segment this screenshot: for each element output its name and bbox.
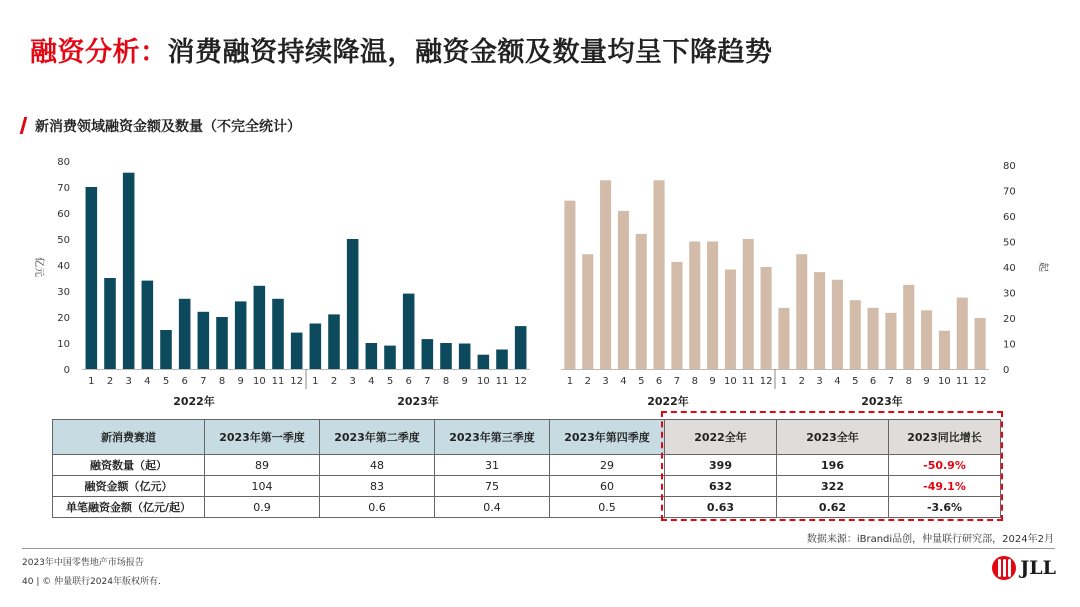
x-tick-label: 1	[88, 376, 95, 387]
bar	[347, 239, 359, 369]
table-cell: 0.62	[777, 497, 889, 518]
y-tick-label: 60	[57, 209, 70, 220]
x-tick-label: 1	[312, 376, 319, 387]
bar	[216, 317, 228, 369]
bar	[618, 211, 629, 369]
bar	[515, 326, 527, 369]
x-tick-label: 3	[125, 376, 132, 387]
x-tick-label: 3	[602, 376, 609, 387]
x-tick-label: 1	[566, 376, 574, 387]
bar	[440, 343, 452, 369]
bar	[496, 350, 508, 370]
x-tick-label: 6	[181, 376, 188, 387]
table-header: 2023年第四季度	[550, 420, 665, 455]
x-tick-label: 1	[780, 376, 788, 387]
title-highlight: 融资分析：	[30, 37, 168, 68]
x-tick-label: 10	[476, 376, 490, 387]
bar	[796, 254, 807, 369]
charts-area	[0, 145, 1080, 413]
x-tick-label: 10	[938, 376, 951, 387]
financing-amount-chart	[33, 157, 530, 408]
chart-subtitle-text: 新消费领域融资金额及数量（不完全统计）	[35, 119, 301, 135]
bar	[671, 262, 682, 369]
bar	[707, 242, 718, 370]
table-cell: 0.5	[550, 497, 665, 518]
table-cell: 89	[205, 455, 320, 476]
x-tick-label: 7	[200, 376, 207, 387]
table-header: 2023年第一季度	[205, 420, 320, 455]
x-tick-label: 6	[655, 376, 663, 387]
table-cell: 322	[777, 476, 889, 497]
x-tick-label: 4	[368, 376, 375, 387]
bar	[422, 339, 434, 369]
bar	[761, 267, 772, 369]
x-tick-label: 11	[271, 376, 285, 387]
table-header: 2023年第三季度	[435, 420, 550, 455]
table-cell: 399	[665, 455, 777, 476]
y-tick-label: 20	[57, 313, 70, 324]
x-tick-label: 4	[620, 376, 627, 387]
x-tick-label: 11	[955, 376, 969, 387]
bar	[885, 313, 896, 369]
x-tick-label: 8	[218, 376, 226, 387]
x-tick-label: 8	[442, 376, 450, 387]
y-tick-label: 30	[57, 287, 70, 298]
x-tick-label: 2	[584, 376, 591, 387]
bar	[310, 324, 322, 370]
table-cell: -49.1%	[889, 476, 1001, 497]
x-tick-label: 5	[638, 376, 645, 387]
bar	[160, 330, 172, 369]
x-tick-label: 2	[330, 376, 338, 387]
page-number: 40	[22, 577, 34, 587]
table-cell: 48	[320, 455, 435, 476]
bar	[600, 180, 611, 369]
x-tick-label: 12	[759, 376, 773, 387]
x-tick-label: 7	[424, 376, 431, 387]
bar	[123, 173, 135, 369]
bar	[198, 312, 210, 369]
x-tick-label: 2	[798, 376, 805, 387]
x-tick-label: 5	[386, 376, 394, 387]
bar	[939, 331, 950, 369]
y-tick-label: 10	[1003, 339, 1016, 351]
bar	[957, 298, 968, 369]
bar	[235, 301, 247, 369]
footer-divider	[22, 548, 1055, 549]
x-tick-label: 4	[144, 376, 151, 387]
bar	[478, 355, 490, 369]
y-tick-label: 30	[1003, 288, 1016, 300]
bar	[564, 201, 575, 369]
table-cell: 75	[435, 476, 550, 497]
jll-logo	[992, 556, 1056, 580]
bar	[832, 280, 843, 369]
x-tick-label: 3	[816, 376, 823, 387]
x-tick-label: 9	[237, 376, 244, 387]
table-cell: -50.9%	[889, 455, 1001, 476]
title-main: 消费融资持续降温，融资金额及数量均呈下降趋势	[167, 37, 773, 68]
table-header: 新消费赛道	[53, 420, 205, 455]
table-cell: -3.6%	[889, 497, 1001, 518]
x-tick-label: 12	[514, 376, 528, 387]
chart-subtitle	[22, 116, 301, 136]
x-tick-label: 4	[834, 376, 841, 387]
bar	[814, 272, 825, 369]
x-tick-label: 11	[495, 376, 509, 387]
table-cell: 632	[665, 476, 777, 497]
bar	[654, 180, 665, 369]
jll-logo-text: JLL	[1020, 557, 1056, 579]
bar	[975, 318, 986, 369]
y-tick-label: 70	[1003, 186, 1016, 198]
table-cell: 0.4	[435, 497, 550, 518]
table-cell: 0.63	[665, 497, 777, 518]
financing-count-chart	[561, 161, 1050, 408]
x-tick-label: 8	[691, 376, 698, 387]
bar	[743, 239, 754, 369]
bar	[104, 278, 116, 369]
table-cell: 融资金额（亿元）	[53, 476, 205, 497]
jll-logo-icon	[992, 556, 1016, 580]
table-cell: 104	[205, 476, 320, 497]
table-cell: 83	[320, 476, 435, 497]
bar	[86, 187, 98, 369]
bar	[921, 310, 932, 369]
y-tick-label: 40	[57, 261, 70, 272]
x-tick-label: 10	[252, 376, 266, 387]
y-tick-label: 20	[1003, 314, 1016, 325]
y-tick-label: 40	[1003, 263, 1016, 274]
table-cell: 29	[550, 455, 665, 476]
y-tick-label: 60	[1003, 212, 1016, 223]
bar	[868, 308, 879, 369]
y-tick-label: 70	[57, 183, 70, 194]
x-tick-label: 5	[162, 376, 170, 387]
year-group-label: 2023年	[861, 395, 903, 408]
table-header: 2023同比增长	[889, 420, 1001, 455]
table-cell: 融资数量（起）	[53, 455, 205, 476]
bar	[179, 299, 191, 369]
y-tick-label: 50	[57, 235, 70, 246]
x-tick-label: 2	[106, 376, 114, 387]
bar	[328, 314, 340, 369]
bar	[778, 308, 789, 369]
table-cell: 31	[435, 455, 550, 476]
x-tick-label: 5	[852, 376, 859, 387]
table-header: 2023年第二季度	[320, 420, 435, 455]
year-group-label: 2022年	[647, 395, 689, 408]
bar	[903, 285, 914, 369]
x-tick-label: 10	[724, 376, 737, 387]
y-axis-label: 亿元	[33, 257, 44, 277]
bar	[403, 294, 415, 369]
slash-accent-icon	[20, 117, 28, 134]
bar	[291, 333, 303, 369]
bar	[850, 300, 861, 369]
y-tick-label: 0	[1003, 365, 1010, 376]
x-tick-label: 12	[973, 376, 987, 387]
x-tick-label: 11	[741, 376, 755, 387]
y-tick-label: 50	[1003, 237, 1016, 249]
bar	[254, 286, 266, 369]
highlight-dashed-box	[661, 411, 1003, 521]
year-group-label: 2023年	[397, 395, 439, 408]
footer-copyright: 40 | © 仲量联行2024年版权所有.	[22, 577, 161, 587]
page-title	[30, 30, 773, 69]
x-tick-label: 3	[349, 376, 356, 387]
y-tick-label: 80	[1003, 161, 1016, 172]
bar	[689, 242, 700, 370]
x-tick-label: 6	[869, 376, 877, 387]
y-tick-label: 0	[63, 365, 70, 376]
bar	[384, 346, 396, 369]
y-tick-label: 80	[57, 157, 70, 168]
bar	[459, 344, 471, 369]
data-source: 数据来源：iBrandi品创，仲量联行研究部，2024年2月	[806, 534, 1054, 545]
table-cell: 0.6	[320, 497, 435, 518]
y-tick-label: 10	[57, 339, 70, 350]
bar	[725, 270, 736, 369]
copyright-text: © 仲量联行2024年版权所有.	[42, 577, 161, 587]
bar	[142, 281, 154, 369]
footer-report: 2023年中国零售地产市场报告	[22, 558, 144, 568]
year-group-label: 2022年	[173, 395, 215, 408]
bar	[636, 234, 647, 369]
y-axis-label: 起	[1037, 262, 1048, 272]
x-tick-label: 9	[923, 376, 930, 387]
table-header: 2022全年	[665, 420, 777, 455]
table-cell: 0.9	[205, 497, 320, 518]
bar	[582, 254, 593, 369]
x-tick-label: 12	[290, 376, 304, 387]
bar	[366, 343, 378, 369]
x-tick-label: 7	[673, 376, 681, 387]
bar	[272, 299, 284, 369]
x-tick-label: 6	[405, 376, 412, 387]
x-tick-label: 9	[461, 376, 468, 387]
x-tick-label: 9	[709, 376, 716, 387]
x-tick-label: 7	[887, 376, 895, 387]
x-tick-label: 8	[905, 376, 912, 387]
table-cell: 196	[777, 455, 889, 476]
table-cell: 单笔融资金额（亿元/起）	[53, 497, 205, 518]
table-header: 2023全年	[777, 420, 889, 455]
table-cell: 60	[550, 476, 665, 497]
